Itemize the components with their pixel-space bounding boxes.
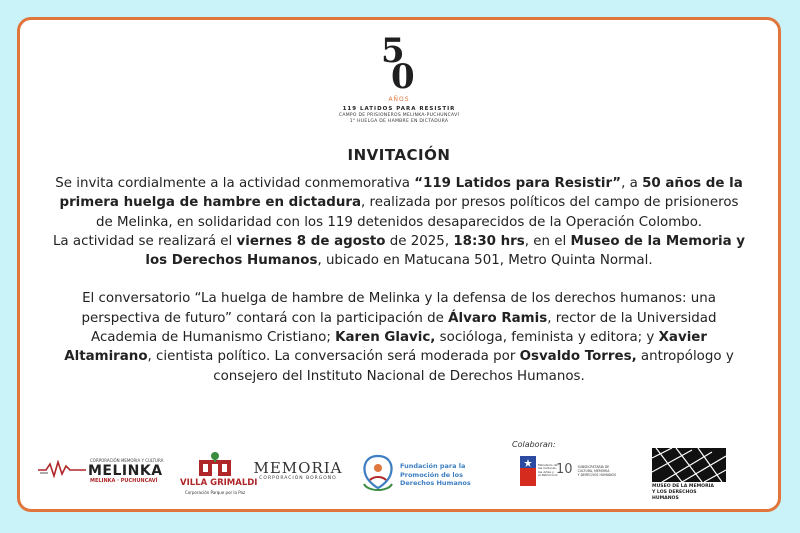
villa-grimaldi-logo <box>180 444 258 500</box>
cien-line-2: CULTURA, MEMORIA <box>577 469 610 473</box>
paragraph-1 <box>50 174 748 232</box>
p2-text-g: , ubicado en Matucana 501, Metro Quinta Normal. <box>317 253 653 269</box>
gob-line-2: las Culturas, <box>538 466 557 471</box>
p3-speaker-ramis: Álvaro Ramis <box>448 310 548 326</box>
logo-line-2: CAMPO DE PRISIONEROS MELINKA-PUCHUNCAVÍ <box>338 113 460 118</box>
p2-date: viernes 8 de agosto <box>236 233 386 249</box>
cien-line-1: SUBSECRETARÍA DE <box>577 465 610 469</box>
invitation-title: INVITACIÓN <box>347 146 451 164</box>
p1-text-e: , realizada por presos políticos del campo de prisioneros de Melinka, en solidaridad con los 119 detenidos desaparecidos de la Operación Colombo. <box>95 195 739 230</box>
p3-text-c: , rector de la Universidad Academia de Humanismo Cristiano; <box>91 310 717 346</box>
museo-line-1: MUSEO DE LA MEMORIA <box>652 484 714 489</box>
colaboran-label: Colaboran: <box>512 440 556 449</box>
subsecretaria-number: 10 <box>556 462 573 477</box>
p1-anniversary: 50 años de la primera huelga de hambre en dictadura <box>59 176 743 211</box>
chile-flag-icon <box>520 456 536 486</box>
fifty-years-logo <box>20 31 778 124</box>
memoria-sub: CORPORACIÓN BORGOÑO <box>259 476 337 481</box>
gob-line-1: Ministerio de <box>538 463 558 467</box>
p3-text-e: socióloga, feminista y editora; y <box>435 330 659 346</box>
p2-text-c: de 2025, <box>385 233 454 249</box>
melinka-top-text: CORPORACIÓN MEMORIA Y CULTURA <box>90 458 164 463</box>
p3-speaker-glavic: Karen Glavic, <box>335 330 436 346</box>
fundacion-name <box>400 462 471 488</box>
villa-grimaldi-building-icon <box>199 452 231 476</box>
gob-line-3: las Artes y <box>538 469 554 474</box>
subsecretaria-logo <box>556 462 646 481</box>
paragraph-2 <box>50 232 748 271</box>
p3-text-i: antropólogo y consejero del Instituto Nacional de Derechos Humanos. <box>213 349 734 384</box>
invitation-body <box>50 174 748 386</box>
invitation-card <box>17 17 781 512</box>
villa-grimaldi-sub: Corporación Parque por la Paz <box>184 490 246 495</box>
fundacion-line-1: Fundación para la <box>400 462 466 470</box>
museo-memoria-logo <box>652 448 742 508</box>
cien-line-3: Y DERECHOS HUMANOS <box>577 473 617 477</box>
paragraph-3 <box>50 289 748 385</box>
logo-anios: AÑOS <box>388 96 410 103</box>
melinka-mark-icon <box>38 460 86 478</box>
p1-text-a: Se invita cordialmente a la actividad conmemorativa <box>55 176 415 191</box>
hands-heart-icon <box>358 450 398 496</box>
gob-line-4: el Patrimonio <box>538 473 558 478</box>
fifty-digits <box>369 31 429 97</box>
logo-line-3: 1° HUELGA DE HAMBRE EN DICTADURA <box>349 119 449 124</box>
p3-moderator-torres: Osvaldo Torres, <box>519 349 637 365</box>
p2-time: 18:30 hrs <box>453 233 525 249</box>
p2-text-a: La actividad se realizará el <box>52 233 237 249</box>
p3-speaker-altamirano: Xavier Altamirano <box>64 330 707 365</box>
digit-zero: 0 <box>391 57 415 97</box>
subsecretaria-text <box>578 465 616 477</box>
p1-text-c: , a <box>621 176 643 191</box>
fundacion-logo <box>358 450 488 500</box>
p2-text-e: , en el <box>524 233 571 249</box>
sponsor-logos <box>20 440 784 510</box>
melinka-name: MELINKA <box>88 463 163 479</box>
museo-pattern-icon <box>652 448 726 482</box>
museo-line-3: HUMANOS <box>652 496 679 501</box>
melinka-sub: MELINKA · PUCHUNCAVÍ <box>90 478 158 484</box>
gobierno-logo <box>520 456 558 488</box>
gobierno-text <box>538 464 558 478</box>
melinka-logo <box>38 458 164 484</box>
fundacion-line-3: Derechos Humanos <box>400 479 471 487</box>
p3-text-a: El conversatorio “La huelga de hambre de Melinka y la defensa de los derechos humanos: una perspectiva de futuro” contará con la participación de <box>81 291 716 326</box>
memoria-logo <box>248 460 348 481</box>
museo-text <box>652 484 714 502</box>
p1-event-name: “119 Latidos para Resistir” <box>414 176 622 191</box>
memoria-name: MEMORIA <box>253 459 343 477</box>
paragraph-gap <box>50 270 748 289</box>
museo-line-2: Y LOS DERECHOS <box>652 490 697 495</box>
digit-five: 5 <box>381 31 405 71</box>
logo-line-1: 119 LATIDOS PARA RESISTIR <box>342 106 456 112</box>
fundacion-line-2: Promoción de los <box>400 470 463 479</box>
villa-grimaldi-name: VILLA GRIMALDI <box>180 478 258 488</box>
p3-text-g: , cientista político. La conversación será moderada por <box>147 349 520 365</box>
p2-venue: Museo de la Memoria y los Derechos Humanos <box>145 233 746 269</box>
